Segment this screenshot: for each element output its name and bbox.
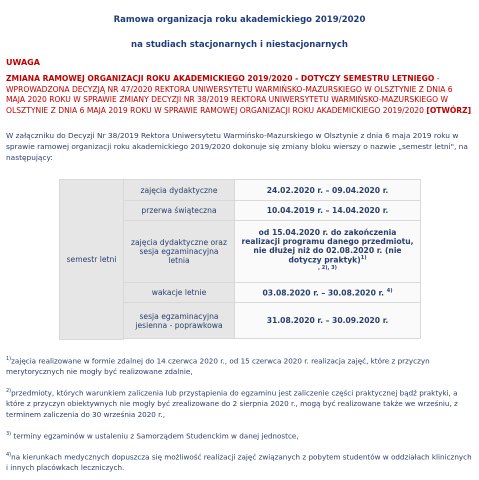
intro-paragraph: W załączniku do Decyzji Nr 38/2019 Rektora Uniwersytetu Warmińsko-Mazurskiego w Olsztynie z dnia 6 maja 2019 roku w sprawie ramowej organizacji roku akademickiego 2019/2020 dokonuje się zmiany bloku wierszy o nazwie „semestr letni", na następujący: [6, 131, 468, 162]
footnote-3 [6, 429, 472, 441]
footnote-marks: , 2), 3) [318, 265, 337, 271]
row-date: od 15.04.2020 r. do zakończenia realizacji programu danego przedmiotu, nie dłużej niż do 02.08.2020 r. (nie dotyczy praktyk) [241, 228, 414, 265]
footnote-text: przedmioty, których warunkiem zaliczenia lub przystąpienia do egzaminu jest zaliczenie części praktycznej bądź praktyki, a które z przyczyn obiektywnych nie mogły być zrealizowane do 2 sierpnia 2020 r., mogą być realizowane także we wrześniu, z terminem zaliczenia do 30 września 2020 r., [6, 388, 458, 420]
notice-text: - WPROWADZONA DECYZJĄ NR 47/2020 REKTORA UNIWERSYTETU WARMIŃSKO-MAZURSKIEGO W OLSZTYNIE Z DNIA 6 MAJA 2020 ROKU W SPRAWIE ZMIANY DECYZJI NR 38/2019 REKTORA UNIWERSYTETU WARMIŃSKO-MAZURSKIEGO W OLSZTYNIE Z DNIA 6 MAJA 2019 ROKU W SPRAWIE RAMOWEJ ORGANIZACJI ROKU AKADEMICKIEGO 2019/2020 [6, 74, 453, 115]
footnote-text: na kierunkach medycznych dopuszcza się możliwość realizacji zajęć związanych z pobytem studentów w oddziałach klinicznych i innych placówkach leczniczych. [6, 452, 472, 473]
row-date: 10.04.2019 r. – 14.04.2020 r. [235, 201, 421, 221]
footnote-mark: 4) [386, 287, 393, 294]
footnote-2 [6, 386, 472, 420]
schedule-table [59, 179, 421, 340]
page-subtitle: na studiach stacjonarnych i niestacjonarnych [131, 40, 348, 50]
row-label: wakacje letnie [124, 283, 235, 303]
footnote-text: terminy egzaminów w ustaleniu z Samorządem Studenckim w danej jednostce, [11, 431, 299, 441]
row-date: 24.02.2020 r. – 09.04.2020 r. [235, 180, 421, 201]
row-label: zajęcia dydaktyczne oraz sesja egzaminacyjna letnia [124, 221, 235, 283]
open-link[interactable]: [OTWÓRZ] [426, 105, 472, 115]
footnote-mark: 1) [6, 356, 12, 362]
footnote-mark: 4) [6, 452, 12, 458]
row-label: zajęcia dydaktyczne [124, 180, 235, 201]
change-notice [6, 74, 472, 116]
footnote-1 [6, 354, 472, 377]
semester-label: semestr letni [60, 180, 124, 340]
page-title: Ramowa organizacja roku akademickiego 2019/2020 [113, 15, 366, 25]
row-date: 03.08.2020 r. – 30.08.2020 r. [262, 288, 385, 298]
footnote-mark: 3) [6, 431, 12, 437]
notice-bold-text: ZMIANA RAMOWEJ ORGANIZACJI ROKU AKADEMICKIEGO 2019/2020 - DOTYCZY SEMESTRU LETNIEGO [6, 74, 435, 83]
row-label: przerwa świąteczna [124, 201, 235, 221]
footnote-mark: 1) [360, 255, 367, 262]
row-label: sesja egzaminacyjna jesienna - poprawkowa [124, 303, 235, 339]
footnote-4 [6, 450, 472, 473]
footnote-text: zajęcia realizowane w formie zdalnej do 14 czerwca 2020 r., od 15 czerwca 2020 r. realizacja zajęć, które z przyczyn merytorycznych nie mogły być realizowane zdalnie, [6, 356, 430, 377]
warning-heading: UWAGA [6, 58, 40, 67]
row-date-cell [235, 221, 421, 283]
footnote-mark: 2) [6, 388, 12, 394]
row-date: 31.08.2020 r. – 30.09.2020 r. [235, 303, 421, 339]
row-date-cell [235, 283, 421, 303]
